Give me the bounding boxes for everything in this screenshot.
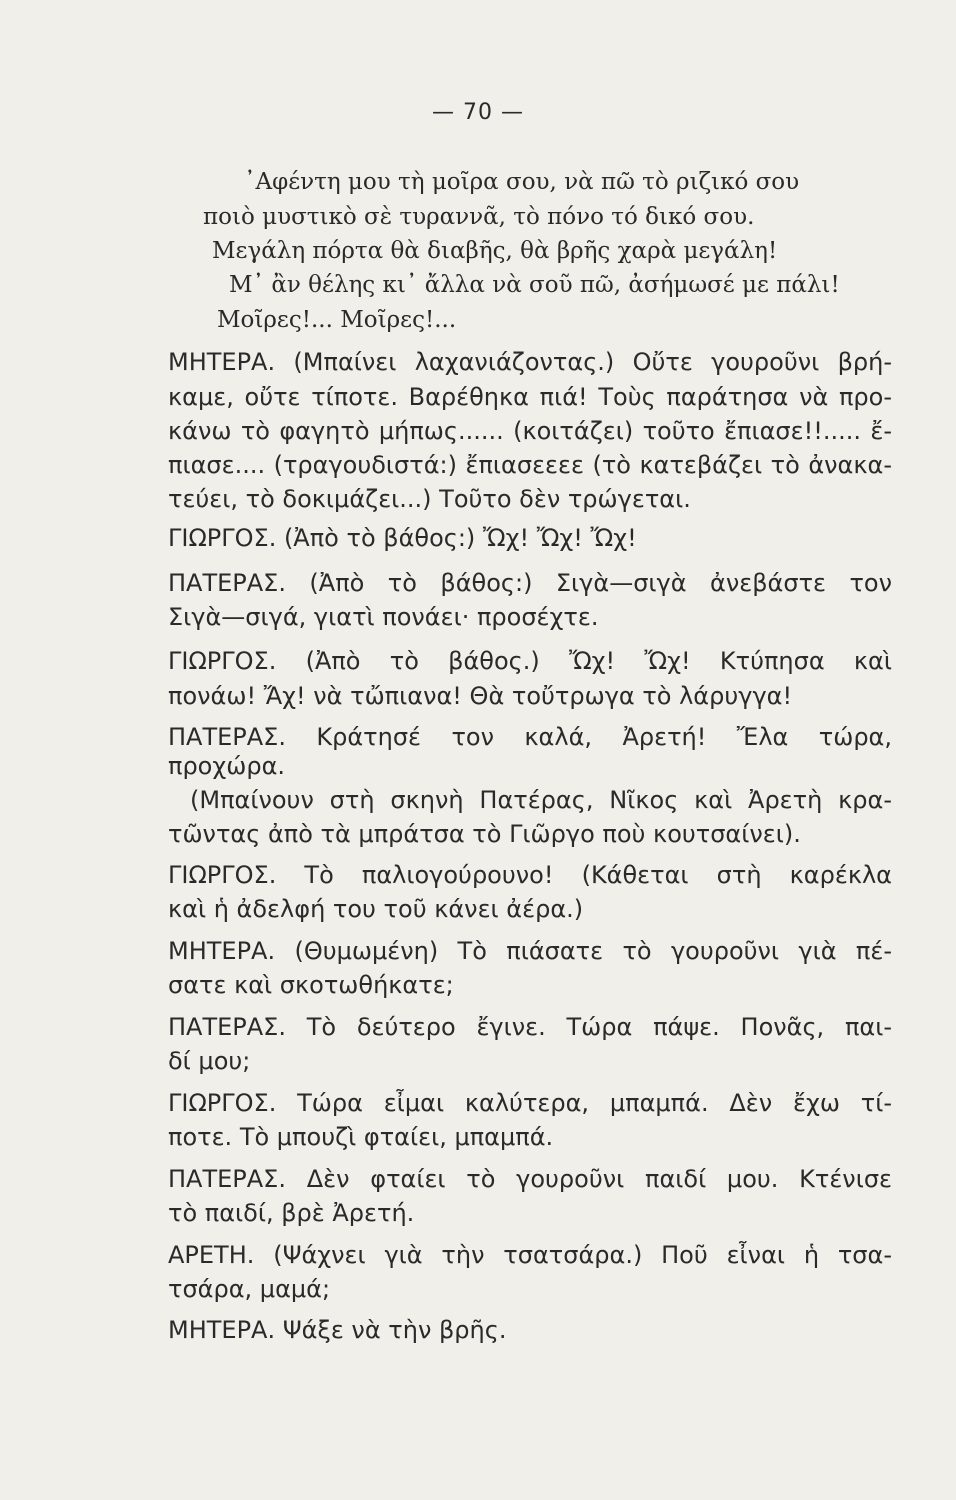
dialogue-line: ΜΗΤΕΡΑ. (Μπαίνει λαχανιάζοντας.) Οὔτε γουροῦνι βρή-	[168, 348, 892, 376]
dialogue-line: σατε καὶ σκοτωθήκατε;	[168, 971, 454, 999]
stage-direction-line: (Μπαίνουν στὴ σκηνὴ Πατέρας, Νῖκος καὶ Ἀρετὴ κρα-	[190, 786, 892, 814]
dialogue-line: Σιγὰ—σιγά, γιατὶ πονάει· προσέχτε.	[168, 603, 599, 631]
dialogue-line: ποτε. Τὸ μπουζὶ φταίει, μπαμπά.	[168, 1123, 554, 1151]
dialogue-line: ΓΙΩΡΓΟΣ. (Ἀπὸ τὸ βάθος:) Ὤχ! Ὤχ! Ὤχ!	[168, 524, 637, 552]
poem-line: ποιὸ μυστικὸ σὲ τυραννᾶ, τὸ πόνο τό δικό σου.	[203, 204, 755, 230]
dialogue-line: ΠΑΤΕΡΑΣ. Τὸ δεύτερο ἔγινε. Τώρα πάψε. Πονᾶς, παι-	[168, 1013, 892, 1041]
dialogue-line: προχώρα.	[168, 752, 286, 780]
dialogue-line: πιασε.... (τραγουδιστά:) ἔπιασεεεε (τὸ κατεβάζει τὸ ἀνακα-	[168, 451, 892, 479]
dialogue-line: ΓΙΩΡΓΟΣ. Τὸ παλιογούρουνο! (Κάθεται στὴ καρέκλα	[168, 861, 892, 889]
dialogue-line: ΓΙΩΡΓΟΣ. Τώρα εἶμαι καλύτερα, μπαμπά. Δὲν ἔχω τί-	[168, 1089, 892, 1117]
dialogue-line: ΠΑΤΕΡΑΣ. Κράτησέ τον καλά, Ἀρετή! Ἔλα τώρα,	[168, 723, 892, 751]
dialogue-line: καὶ ἡ ἀδελφή του τοῦ κάνει ἀέρα.)	[168, 895, 584, 923]
page-number: — 70 —	[432, 100, 524, 125]
poem-line: Μ᾿ ἂν θέλης κι᾿ ἄλλα νὰ σοῦ πῶ, ἀσήμωσέ με πάλι!	[229, 272, 840, 298]
dialogue-line: δί μου;	[168, 1047, 251, 1075]
stage-direction-line: τῶντας ἀπὸ τὰ μπράτσα τὸ Γιῶργο ποὺ κουτσαίνει).	[168, 820, 801, 848]
dialogue-line: ΑΡΕΤΗ. (Ψάχνει γιὰ τὴν τσατσάρα.) Ποῦ εἶναι ἡ τσα-	[168, 1241, 892, 1269]
poem-line: Μεγάλη πόρτα θὰ διαβῆς, θὰ βρῆς χαρὰ μεγάλη!	[212, 238, 778, 264]
dialogue-line: ΜΗΤΕΡΑ. Ψάξε νὰ τὴν βρῆς.	[168, 1316, 507, 1344]
dialogue-line: πονάω! Ἄχ! νὰ τὤπιανα! Θὰ τοὔτρωγα τὸ λάρυγγα!	[168, 682, 793, 710]
poem-line: Μοῖρες!... Μοῖρες!...	[217, 307, 457, 333]
dialogue-line: ΠΑΤΕΡΑΣ. Δὲν φταίει τὸ γουροῦνι παιδί μου. Κτένισε	[168, 1165, 892, 1193]
dialogue-line: καμε, οὔτε τίποτε. Βαρέθηκα πιά! Τοὺς παράτησα νὰ προ-	[168, 383, 892, 411]
dialogue-line: κάνω τὸ φαγητὸ μήπως...... (κοιτάζει) τοῦτο ἔπιασε!!..... ἔ-	[168, 417, 892, 445]
dialogue-line: τεύει, τὸ δοκιμάζει...) Τοῦτο δὲν τρώγεται.	[168, 485, 691, 513]
dialogue-line: τὸ παιδί, βρὲ Ἀρετή.	[168, 1199, 415, 1227]
dialogue-line: τσάρα, μαμά;	[168, 1275, 331, 1303]
dialogue-line: ΓΙΩΡΓΟΣ. (Ἀπὸ τὸ βάθος.) Ὤχ! Ὤχ! Κτύπησα καὶ	[168, 647, 892, 675]
dialogue-line: ΜΗΤΕΡΑ. (Θυμωμένη) Τὸ πιάσατε τὸ γουροῦνι γιὰ πέ-	[168, 937, 892, 965]
poem-line: ᾿Αφέντη μου τὴ μοῖρα σου, νὰ πῶ τὸ ριζικό σου	[244, 169, 800, 195]
dialogue-line: ΠΑΤΕΡΑΣ. (Ἀπὸ τὸ βάθος:) Σιγὰ—σιγὰ ἀνεβάστε τον	[168, 569, 892, 597]
